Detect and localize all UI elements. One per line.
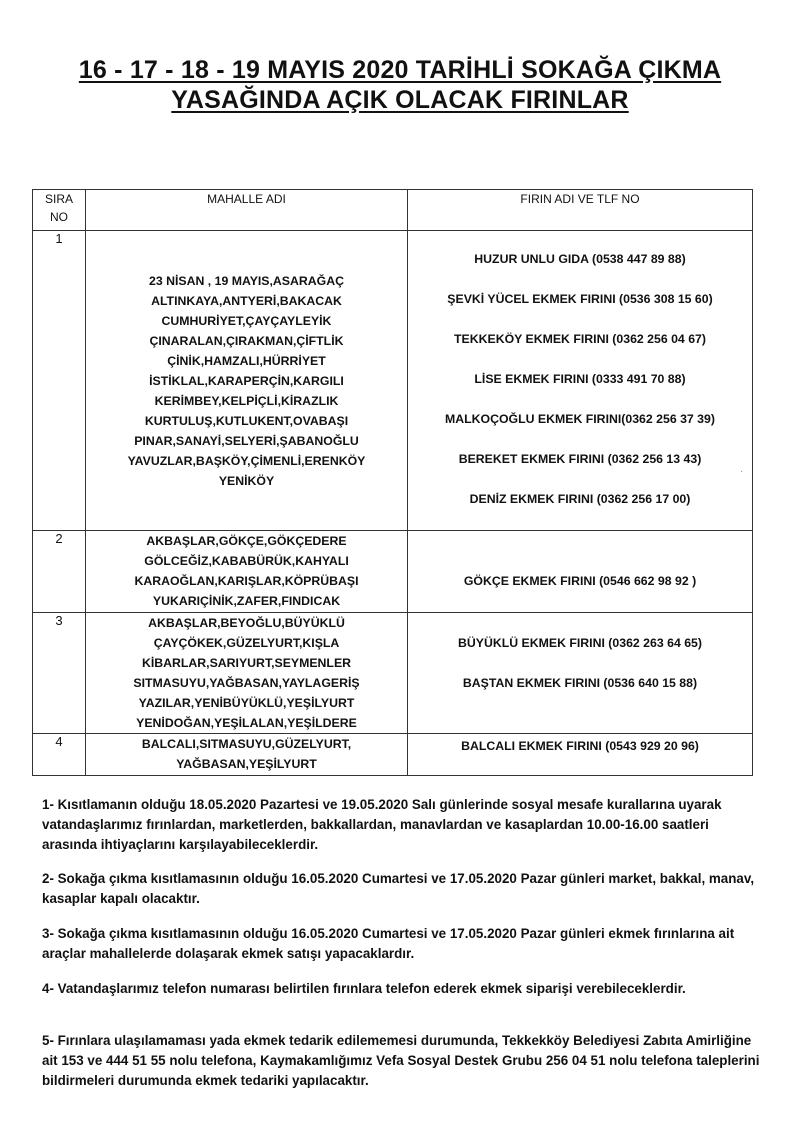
table-header-row xyxy=(33,190,753,231)
table-row xyxy=(33,531,753,613)
note-item: 3- Sokağa çıkma kısıtlamasının olduğu 16.05.2020 Cumartesi ve 17.05.2020 Pazar günleri ekmek fırınlarına ait araçlar mahallelerde dolaşarak ekmek satışı yapacaklardır. xyxy=(42,926,735,961)
header-firin: FIRIN ADI VE TLF NO xyxy=(408,190,753,231)
firin-item: MALKOÇOĞLU EKMEK FIRINI(0362 256 37 39) xyxy=(445,412,715,426)
firin-item: HUZUR UNLU GIDA (0538 447 89 88) xyxy=(474,252,686,266)
firin-list xyxy=(408,734,753,776)
firin-item: BÜYÜKLÜ EKMEK FIRINI (0362 263 64 65) xyxy=(458,636,702,650)
firin-item: ŞEVKİ YÜCEL EKMEK FIRINI (0536 308 15 60) xyxy=(447,292,713,306)
firin-list xyxy=(408,231,753,531)
row-number: 1 xyxy=(33,231,86,531)
firin-item: GÖKÇE EKMEK FIRINI (0546 662 98 92 ) xyxy=(463,574,697,588)
bakery-table xyxy=(32,189,753,776)
note-item: 2- Sokağa çıkma kısıtlamasının olduğu 16.05.2020 Cumartesi ve 17.05.2020 Pazar günleri market, bakkal, manav, kasaplar kapalı olacaktır. xyxy=(42,871,755,906)
note-item: 1- Kısıtlamanın olduğu 18.05.2020 Pazartesi ve 19.05.2020 Salı günlerinde sosyal mesafe kurallarına uyarak vatandaşlarımız fırınlardan, marketlerden, bakkallardan, manavlardan ve kasaplardan 10.00-16.00 saatleri arasında ihtiyaçlarını karşılayabileceklerdir. xyxy=(42,797,722,852)
note-item: 5- Fırınlara ulaşılamaması yada ekmek tedarik edilememesi durumunda, Tekkekköy Belediyesi Zabıta Amirliğine ait 153 ve 444 51 55 nolu telefona, Kaymakamlığımız Vefa Sosyal Destek Grubu 256 04 51 nolu telefona taleplerini bildirmeleri durumunda ekmek tedariki yapılacaktır. xyxy=(42,1033,760,1088)
firin-item: DENİZ EKMEK FIRINI (0362 256 17 00) xyxy=(469,492,691,506)
mahalle-list: AKBAŞLAR,GÖKÇE,GÖKÇEDERE GÖLCEĞİZ,KABABÜRÜK,KAHYALI KARAOĞLAN,KARIŞLAR,KÖPRÜBAŞI YUKARIÇİNİK,ZAFER,FINDICAK xyxy=(86,531,408,613)
firin-list xyxy=(408,531,753,613)
firin-item: LİSE EKMEK FIRINI (0333 491 70 88) xyxy=(474,372,686,386)
table-row xyxy=(33,734,753,776)
header-sira-label: SIRA xyxy=(44,192,73,206)
firin-list xyxy=(408,613,753,734)
mahalle-list: BALCALI,SITMASUYU,GÜZELYURT, YAĞBASAN,YEŞİLYURT xyxy=(86,734,408,776)
row-number: 3 xyxy=(33,613,86,734)
firin-item: BEREKET EKMEK FIRINI (0362 256 13 43) xyxy=(458,452,702,466)
header-sira-no xyxy=(33,190,86,231)
header-no-label: NO xyxy=(50,210,68,224)
mahalle-list: AKBAŞLAR,BEYOĞLU,BÜYÜKLÜ ÇAYÇÖKEK,GÜZELYURT,KIŞLA KİBARLAR,SARIYURT,SEYMENLER SITMASUYU,YAĞBASAN,YAYLAGERİŞ YAZILAR,YENİBÜYÜKLÜ,YEŞİLYURT YENİDOĞAN,YEŞİLALAN,YEŞİLDERE xyxy=(86,613,408,734)
firin-item: BAŞTAN EKMEK FIRINI (0536 640 15 88) xyxy=(462,676,698,690)
note-item: 4- Vatandaşlarımız telefon numarası belirtilen fırınlara telefon ederek ekmek siparişi verebileceklerdir. xyxy=(42,981,686,996)
row-number: 4 xyxy=(33,734,86,776)
header-mahalle: MAHALLE ADI xyxy=(86,190,408,231)
firin-item: TEKKEKÖY EKMEK FIRINI (0362 256 04 67) xyxy=(454,332,706,346)
document-title-line2: YASAĞINDA AÇIK OLACAK FIRINLAR xyxy=(171,86,629,114)
firin-item: BALCALI EKMEK FIRINI (0543 929 20 96) xyxy=(461,739,699,753)
table-row xyxy=(33,613,753,734)
document-title-line1: 16 - 17 - 18 - 19 MAYIS 2020 TARİHLİ SOKAĞA ÇIKMA xyxy=(78,56,722,84)
scan-speck: · xyxy=(740,466,744,477)
row-number: 2 xyxy=(33,531,86,613)
mahalle-list: 23 NİSAN , 19 MAYIS,ASARAĞAÇ ALTINKAYA,ANTYERİ,BAKACAK CUMHURİYET,ÇAYÇAYLEYİK ÇINARALAN,ÇIRAKMAN,ÇİFTLİK ÇİNİK,HAMZALI,HÜRRİYET İSTİKLAL,KARAPERÇİN,KARGILI KERİMBEY,KELPİÇLİ,KİRAZLIK KURTULUŞ,KUTLUKENT,OVABAŞI PINAR,SANAYİ,SELYERİ,ŞABANOĞLU YAVUZLAR,BAŞKÖY,ÇİMENLİ,ERENKÖY YENİKÖY xyxy=(86,231,408,531)
table-row xyxy=(33,231,753,531)
